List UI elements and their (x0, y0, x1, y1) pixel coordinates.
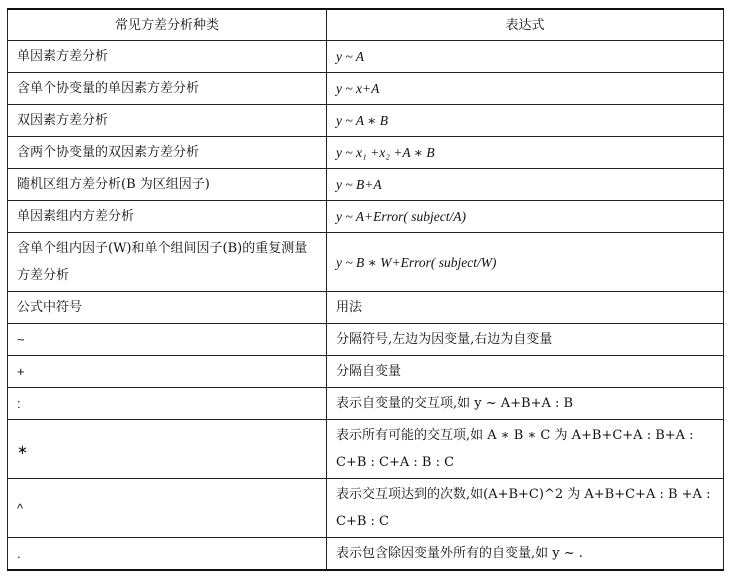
usage-cell: 分隔自变量 (327, 356, 724, 388)
expression-cell: y ~ x₁ +x₂ +A ∗ B (327, 137, 724, 169)
header-expression: 表达式 (327, 9, 724, 41)
table-row (8, 201, 724, 233)
header-anova-type: 常见方差分析种类 (8, 9, 327, 41)
table-row (8, 324, 724, 356)
expression-cell: y ~ B ∗ W+Error( subject/W) (327, 233, 724, 292)
anova-type-cell: 含两个协变量的双因素方差分析 (8, 137, 327, 169)
table-row (8, 388, 724, 420)
symbol-cell: ^ (8, 479, 327, 538)
table-row (8, 105, 724, 137)
anova-type-cell: 随机区组方差分析(B 为区组因子) (8, 169, 327, 201)
table-row (8, 538, 724, 571)
usage-cell: 分隔符号,左边为因变量,右边为自变量 (327, 324, 724, 356)
table-row (8, 356, 724, 388)
table-row (8, 169, 724, 201)
expression-cell: y ~ A ∗ B (327, 105, 724, 137)
symbol-cell: : (8, 388, 327, 420)
symbol-cell: . (8, 538, 327, 571)
anova-formula-table (7, 8, 724, 571)
symbol-cell: ∗ (8, 420, 327, 479)
anova-type-cell: 双因素方差分析 (8, 105, 327, 137)
header-symbol: 公式中符号 (8, 292, 327, 324)
table-row (8, 73, 724, 105)
usage-cell: 表示包含除因变量外所有的自变量,如 y ~ . (327, 538, 724, 571)
table-header-row (8, 9, 724, 41)
anova-type-cell: 单因素方差分析 (8, 41, 327, 73)
anova-type-cell: 含单个组内因子(W)和单个组间因子(B)的重复测量方差分析 (8, 233, 327, 292)
expression-cell: y ~ x+A (327, 73, 724, 105)
symbol-cell: + (8, 356, 327, 388)
table-row (8, 233, 724, 292)
table-row (8, 479, 724, 538)
table-row (8, 420, 724, 479)
anova-type-cell: 单因素组内方差分析 (8, 201, 327, 233)
expression-cell: y ~ A+Error( subject/A) (327, 201, 724, 233)
usage-cell: 表示所有可能的交互项,如 A ∗ B ∗ C 为 A+B+C+A : B+A : C+B : C+A : B : C (327, 420, 724, 479)
expression-cell: y ~ B+A (327, 169, 724, 201)
header-usage: 用法 (327, 292, 724, 324)
anova-table-container (7, 8, 723, 571)
usage-cell: 表示交互项达到的次数,如(A+B+C)^2 为 A+B+C+A : B +A : C+B : C (327, 479, 724, 538)
expression-cell: y ~ A (327, 41, 724, 73)
symbols-header-row (8, 292, 724, 324)
table-row (8, 137, 724, 169)
anova-type-cell: 含单个协变量的单因素方差分析 (8, 73, 327, 105)
symbol-cell: ~ (8, 324, 327, 356)
table-row (8, 41, 724, 73)
usage-cell: 表示自变量的交互项,如 y ~ A+B+A : B (327, 388, 724, 420)
